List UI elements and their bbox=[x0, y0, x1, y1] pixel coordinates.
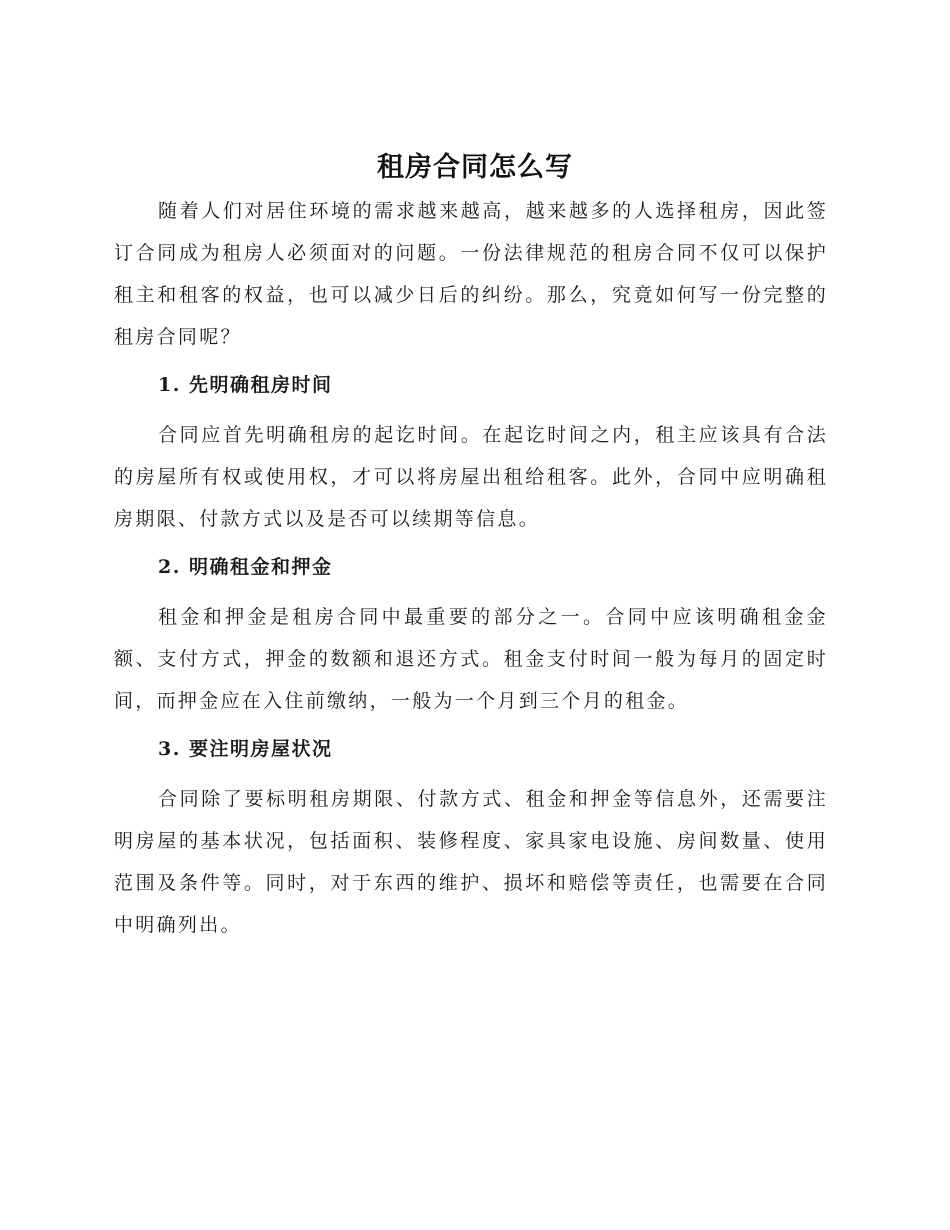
section-heading: 1. 先明确租房时间 bbox=[158, 374, 333, 396]
intro-paragraph: 随着人们对居住环境的需求越来越高，越来越多的人选择租房，因此签订合同成为租房人必须面对的问题。一份法律规范的租房合同不仅可以保护租主和租客的权益，也可以减少日后的纠纷。那么，究竟如何写一份完整的租房合同呢？ bbox=[114, 200, 828, 348]
section-heading: 2. 明确租金和押金 bbox=[158, 556, 333, 578]
section-1 bbox=[114, 364, 828, 540]
section-paragraph: 合同应首先明确租房的起讫时间。在起讫时间之内，租主应该具有合法的房屋所有权或使用权，才可以将房屋出租给租客。此外，合同中应明确租房期限、付款方式以及是否可以续期等信息。 bbox=[114, 424, 828, 530]
section-2 bbox=[114, 546, 828, 722]
section-heading: 3. 要注明房屋状况 bbox=[158, 738, 333, 760]
section-3 bbox=[114, 728, 828, 946]
document-body bbox=[114, 190, 828, 946]
document-title: 租房合同怎么写 bbox=[377, 152, 573, 183]
section-paragraph: 租金和押金是租房合同中最重要的部分之一。合同中应该明确租金金额、支付方式，押金的数额和退还方式。租金支付时间一般为每月的固定时间，而押金应在入住前缴纳，一般为一个月到三个月的租金。 bbox=[114, 606, 828, 712]
section-paragraph: 合同除了要标明租房期限、付款方式、租金和押金等信息外，还需要注明房屋的基本状况，包括面积、装修程度、家具家电设施、房间数量、使用范围及条件等。同时，对于东西的维护、损坏和赔偿等责任，也需要在合同中明确列出。 bbox=[114, 788, 828, 936]
